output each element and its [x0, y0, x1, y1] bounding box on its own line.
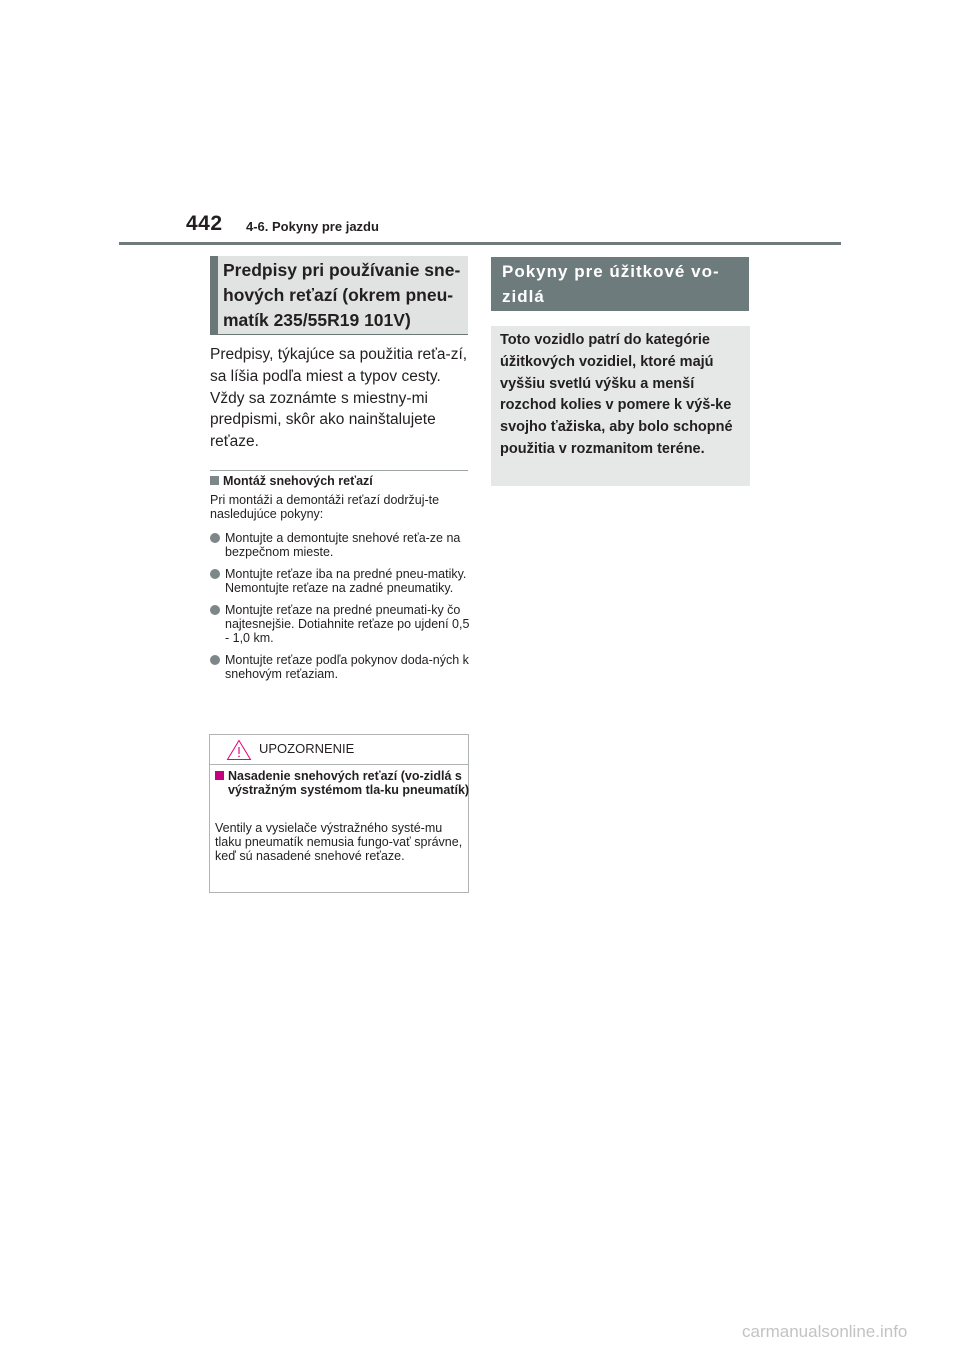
round-bullet-icon — [210, 605, 220, 615]
section-title: 4-6. Pokyny pre jazdu — [246, 219, 379, 234]
page-number: 442 — [186, 212, 223, 235]
intro-paragraph: Predpisy, týkajúce sa použitia reťa-zí, sa líšia podľa miest a typov cesty. Vždy sa zoznámte s miestny-mi predpismi, skôr ako nainštalujete reťaze. — [210, 346, 468, 451]
round-bullet-icon — [210, 569, 220, 579]
subsection-divider — [210, 470, 468, 471]
square-bullet-icon — [210, 476, 219, 485]
heading-accent-bar — [210, 256, 218, 334]
right-info-box — [491, 326, 750, 486]
header-rule — [119, 242, 841, 245]
subsection-heading-text: Montáž snehových reťazí — [223, 474, 373, 488]
watermark: carmanualsonline.info — [742, 1322, 908, 1341]
right-info-text: Toto vozidlo patrí do kategórie úžitkových vozidiel, ktoré majú vyššiu svetlú výšku a menší rozchod kolies v pomere k výš-ke svojho ťažiska, aby bolo schopné použitia v rozmanitom teréne. — [500, 332, 733, 457]
list-item: Montujte reťaze podľa pokynov doda-ných k snehovým reťaziam. — [210, 653, 472, 681]
warning-label: UPOZORNENIE — [259, 741, 355, 756]
subsection-text: Pri montáži a demontáži reťazí dodržuj-te nasledujúce pokyny: — [210, 493, 440, 521]
warning-triangle-icon — [226, 739, 252, 761]
warning-heading — [215, 769, 476, 797]
round-bullet-icon — [210, 533, 220, 543]
subsection-heading — [210, 474, 373, 488]
left-section-heading: Predpisy pri používanie sne-hových reťazí (okrem pneu-matík 235/55R19 101V) — [223, 260, 461, 330]
list-item: Montujte reťaze iba na predné pneu-matiky. Nemontujte reťaze na zadné pneumatiky. — [210, 567, 472, 595]
heading-underline — [210, 334, 468, 335]
list-item: Montujte a demontujte snehové reťa-ze na bezpečnom mieste. — [210, 531, 472, 559]
round-bullet-icon — [210, 655, 220, 665]
right-section-heading-box — [491, 257, 749, 311]
right-section-heading: Pokyny pre úžitkové vo-zidlá — [502, 262, 720, 306]
square-bullet-icon — [215, 771, 224, 780]
left-section-heading-box — [210, 256, 468, 334]
warning-heading-text: Nasadenie snehových reťazí (vo-zidlá s výstražným systémom tla-ku pneumatík) — [228, 769, 470, 797]
list-item: Montujte reťaze na predné pneumati-ky čo najtesnejšie. Dotiahnite reťaze po ujdení 0,5 - 1,0 km. — [210, 603, 472, 645]
instruction-list — [210, 531, 472, 689]
warning-divider — [210, 764, 468, 765]
warning-box — [209, 734, 469, 893]
warning-text: Ventily a vysielače výstražného systé-mu tlaku pneumatík nemusia fungo-vať správne, keď sú nasadené snehové reťaze. — [215, 821, 463, 863]
